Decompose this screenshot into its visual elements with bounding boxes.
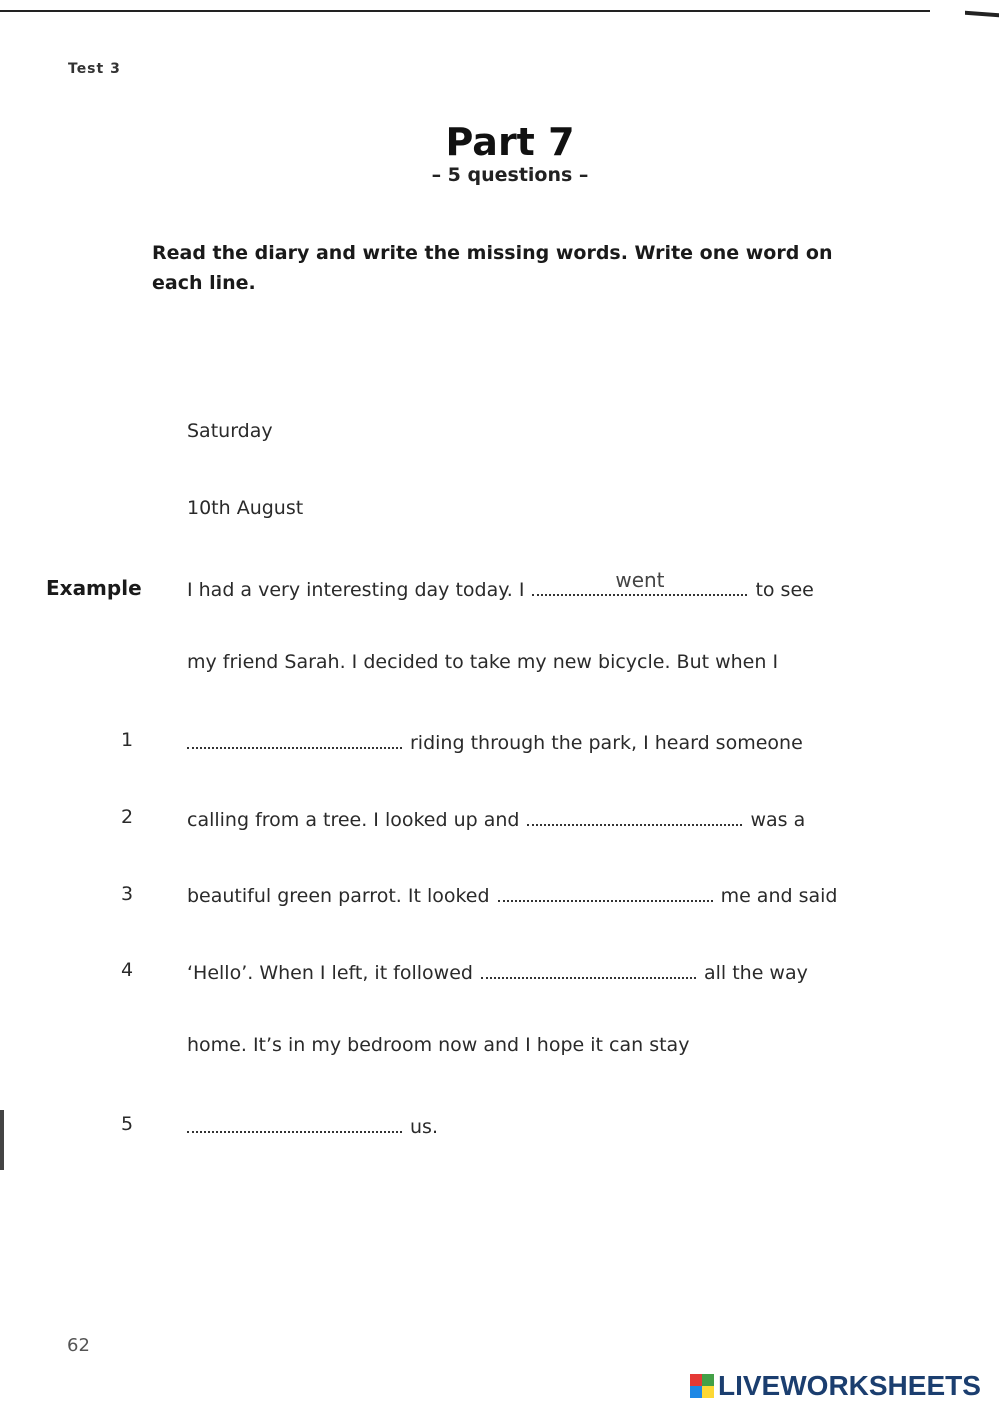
answer-blank-3[interactable]: [498, 880, 713, 902]
instructions: Read the diary and write the missing words. Write one word on each line.: [152, 242, 833, 294]
answer-blank-5[interactable]: [187, 1111, 402, 1133]
diary-line-2: my friend Sarah. I decided to take my new bicycle. But when I: [187, 651, 779, 673]
question-line-4: ‘Hello’. When I left, it followed all the way: [187, 957, 808, 984]
example-label: Example: [46, 576, 142, 600]
question-line-5: us.: [187, 1111, 438, 1138]
top-rule-corner: [965, 11, 999, 17]
liveworksheets-logo-icon: [690, 1374, 714, 1398]
question-number-3: 3: [121, 883, 134, 905]
answer-blank-4[interactable]: [481, 957, 696, 979]
example-line: I had a very interesting day today. I went to see: [187, 568, 814, 601]
part-title: Part 7: [445, 120, 575, 164]
question-number-5: 5: [121, 1113, 134, 1135]
question-line-2: calling from a tree. I looked up and was a: [187, 804, 805, 831]
question-number-1: 1: [121, 729, 134, 751]
part-subtitle: – 5 questions –: [431, 164, 589, 186]
page-number: 62: [67, 1335, 90, 1356]
diary-day: Saturday: [187, 420, 273, 442]
scan-edge-mark: [0, 1110, 4, 1170]
logo-square-blue: [690, 1386, 702, 1398]
question-number-4: 4: [121, 959, 134, 981]
logo-square-red: [690, 1374, 702, 1386]
example-answer: went: [615, 568, 665, 592]
brand-text: LIVEWORKSHEETS: [718, 1370, 981, 1401]
diary-line-home: home. It’s in my bedroom now and I hope it can stay: [187, 1034, 690, 1056]
test-label: Test 3: [68, 61, 121, 77]
question-line-1: riding through the park, I heard someone: [187, 727, 803, 754]
liveworksheets-brand[interactable]: [690, 1370, 981, 1402]
diary-date: 10th August: [187, 497, 304, 519]
logo-square-green: [702, 1374, 714, 1386]
question-number-2: 2: [121, 806, 134, 828]
example-answer-blank: [532, 568, 747, 596]
top-rule: [0, 10, 930, 12]
question-line-3: beautiful green parrot. It looked me and said: [187, 880, 837, 907]
logo-square-yellow: [702, 1386, 714, 1398]
answer-blank-2[interactable]: [527, 804, 742, 826]
answer-blank-1[interactable]: [187, 727, 402, 749]
